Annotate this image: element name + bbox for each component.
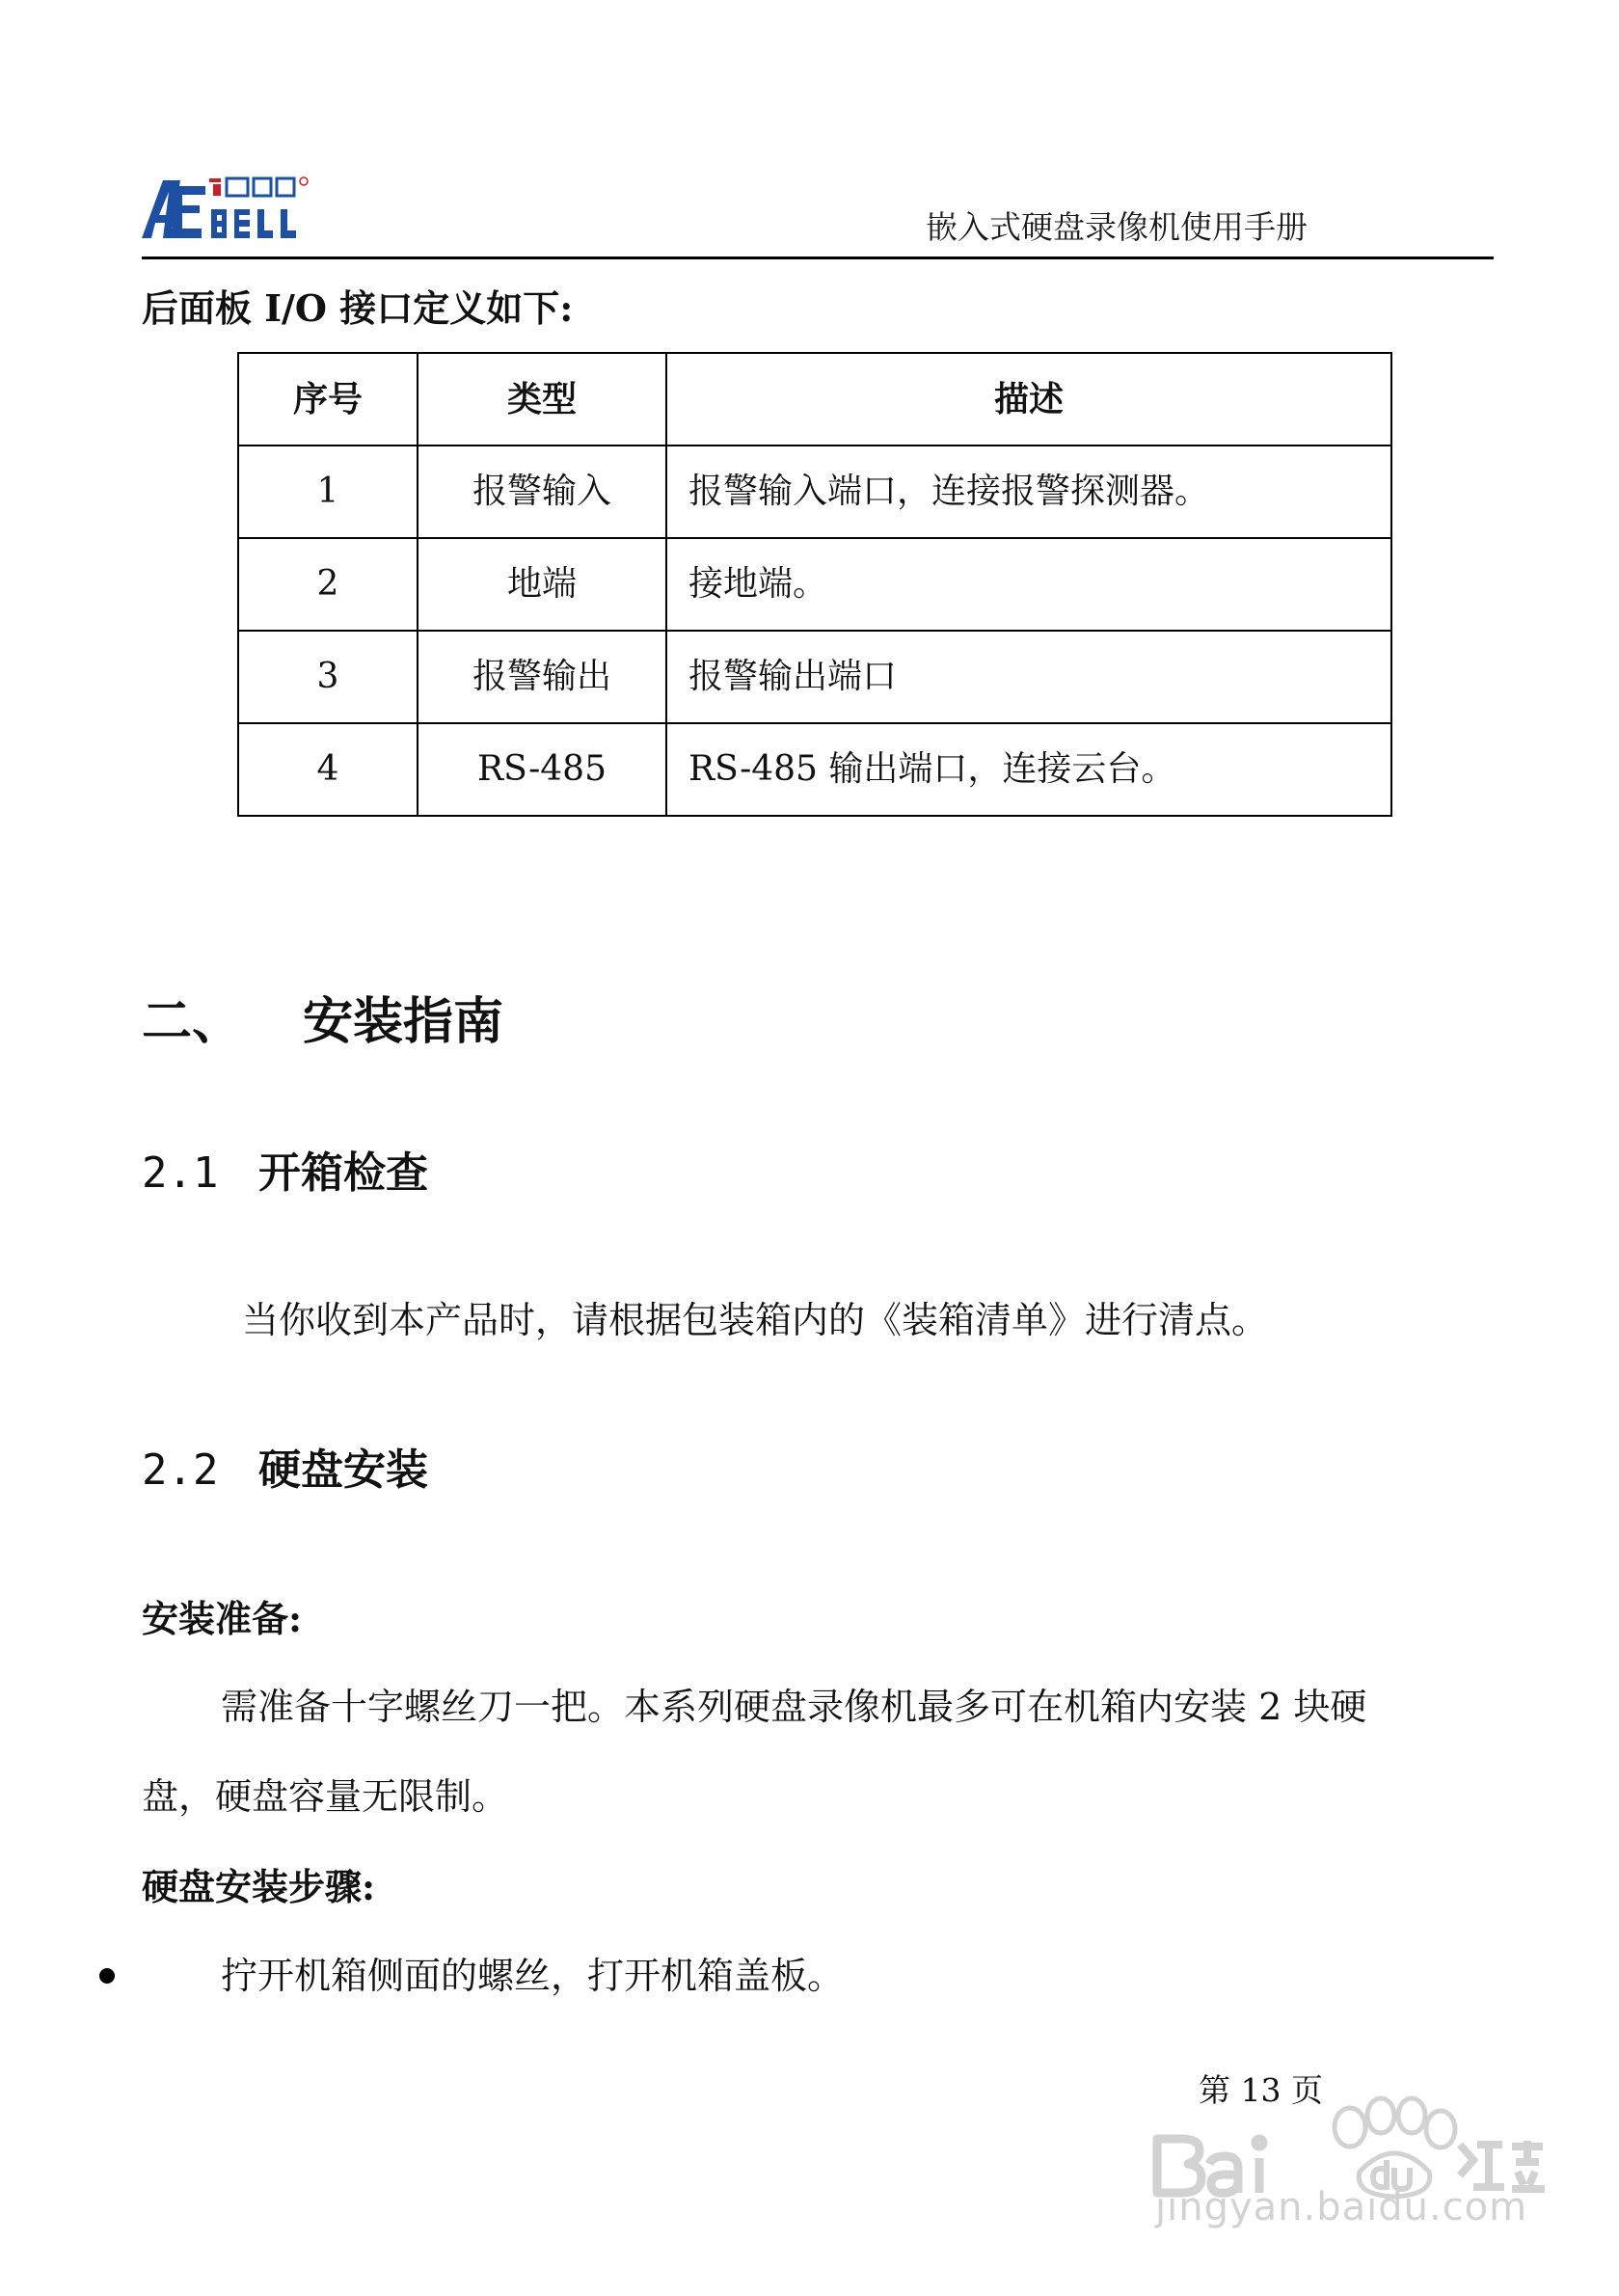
- io-interface-table: [237, 352, 1392, 817]
- cell-description: 报警输入端口，连接报警探测器。: [666, 446, 1391, 538]
- table-row: [238, 723, 1391, 816]
- cell-index: 2: [238, 538, 418, 631]
- subheading-preparation: 安装准备:: [142, 1597, 303, 1640]
- section-heading-2-2: [142, 1445, 428, 1496]
- paragraph-preparation-line2: 盘，硬盘容量无限制。: [142, 1775, 509, 1818]
- column-header-description: 描述: [666, 353, 1391, 446]
- cell-index: 3: [238, 631, 418, 723]
- table-row: [238, 631, 1391, 723]
- cell-type: 报警输入: [418, 446, 666, 538]
- watermark-url: jingyan.baidu.com: [1155, 2185, 1528, 2229]
- page-number: 第 13 页: [1199, 2071, 1323, 2109]
- cell-description: RS-485 输出端口，连接云台。: [666, 723, 1391, 816]
- aebell-logo: [142, 176, 315, 240]
- section-title: 硬盘安装: [258, 1445, 428, 1495]
- table-header-row: [238, 353, 1391, 446]
- section-number: 2.1: [142, 1148, 219, 1198]
- section-heading-2-1: [142, 1148, 428, 1199]
- cell-type: 报警输出: [418, 631, 666, 723]
- paragraph-preparation-line1: 需准备十字螺丝刀一把。本系列硬盘录像机最多可在机箱内安装 2 块硬: [221, 1686, 1367, 1728]
- cell-description: 接地端。: [666, 538, 1391, 631]
- paragraph-unboxing: 当你收到本产品时，请根据包装箱内的《装箱清单》进行清点。: [242, 1299, 1269, 1341]
- io-table-caption: 后面板 I/O 接口定义如下:: [142, 286, 574, 330]
- column-header-index: 序号: [238, 353, 418, 446]
- list-item: 拧开机箱侧面的螺丝，打开机箱盖板。: [221, 1955, 845, 1997]
- table-row: [238, 538, 1391, 631]
- header-divider: [142, 257, 1494, 259]
- cell-type: 地端: [418, 538, 666, 631]
- chapter-title: 安装指南: [303, 992, 504, 1051]
- bullet-icon: [99, 1968, 115, 1984]
- section-title: 开箱检查: [258, 1148, 428, 1198]
- cell-index: 4: [238, 723, 418, 816]
- section-number: 2.2: [142, 1445, 219, 1495]
- cell-description: 报警输出端口: [666, 631, 1391, 723]
- cell-index: 1: [238, 446, 418, 538]
- cell-type: RS-485: [418, 723, 666, 816]
- header-title: 嵌入式硬盘录像机使用手册: [926, 208, 1308, 246]
- chapter-number: 二、: [142, 992, 243, 1051]
- subheading-install-steps: 硬盘安装步骤:: [142, 1865, 376, 1908]
- column-header-type: 类型: [418, 353, 666, 446]
- table-row: [238, 446, 1391, 538]
